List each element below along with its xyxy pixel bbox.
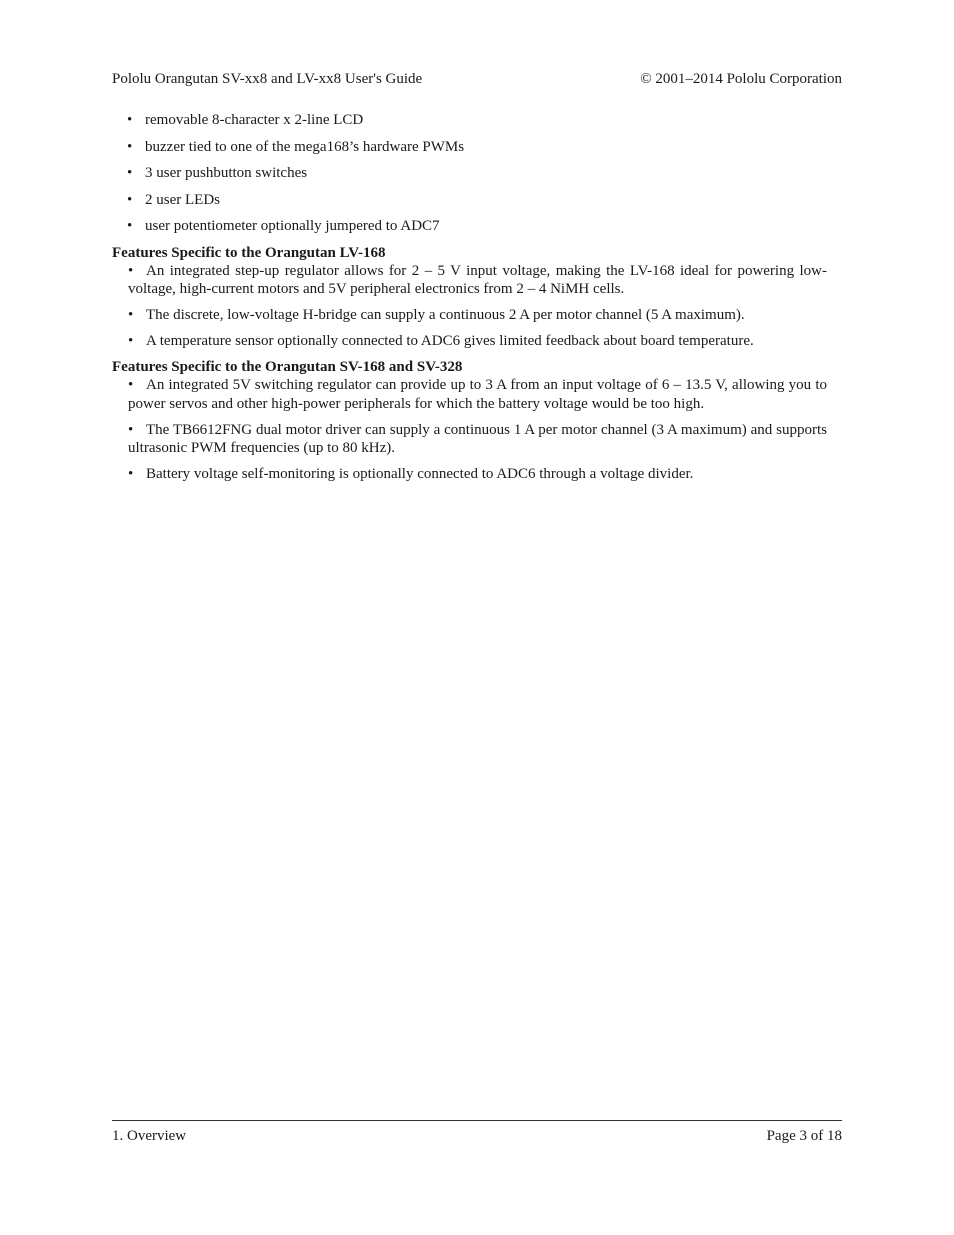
- document-title: Pololu Orangutan SV-xx8 and LV-xx8 User's Guide: [112, 71, 423, 87]
- list-item-text: The TB6612FNG dual motor driver can supply a continuous 1 A per motor channel (3 A maximum) and supports ultrasonic PWM frequencies (up to 80 kHz).: [128, 421, 827, 457]
- list-item: • removable 8-character x 2-line LCD: [112, 111, 827, 129]
- list-item-text: Battery voltage self-monitoring is optionally connected to ADC6 through a voltage divider.: [146, 466, 694, 483]
- list-item: • buzzer tied to one of the mega168’s hardware PWMs: [112, 138, 827, 156]
- bullet-icon: •: [128, 377, 134, 394]
- list-item-text: A temperature sensor optionally connected to ADC6 gives limited feedback about board temperature.: [146, 333, 754, 350]
- bullet-icon: •: [128, 307, 134, 324]
- page-header: [112, 70, 842, 88]
- list-item: • 3 user pushbutton switches: [112, 164, 827, 182]
- list-item: [112, 376, 827, 413]
- list-item: [112, 465, 827, 484]
- general-features-list: [112, 111, 827, 235]
- bullet-icon: •: [128, 421, 134, 438]
- sv-features-list: [112, 376, 827, 484]
- bullet-icon: •: [128, 262, 134, 279]
- page-number: Page 3 of 18: [766, 1128, 842, 1144]
- list-item: • 2 user LEDs: [112, 191, 827, 209]
- bullet-icon: •: [128, 466, 134, 483]
- list-item: [112, 421, 827, 458]
- list-item: [112, 306, 827, 325]
- list-item-text: The discrete, low-voltage H-bridge can supply a continuous 2 A per motor channel (5 A maximum).: [146, 307, 745, 324]
- page-footer: [112, 1120, 842, 1145]
- list-item: [112, 262, 827, 299]
- lv-features-list: [112, 262, 827, 351]
- bullet-icon: •: [128, 333, 134, 350]
- list-item: [112, 332, 827, 351]
- list-item-text: An integrated 5V switching regulator can provide up to 3 A from an input voltage of 6 – 13.5 V, allowing you to power servos and other high-power peripherals for which the battery voltage would be too high.: [128, 377, 827, 412]
- lv-section-heading: Features Specific to the Orangutan LV-168: [112, 244, 386, 261]
- copyright-notice: © 2001–2014 Pololu Corporation: [640, 71, 842, 87]
- page-content: [112, 111, 827, 491]
- footer-section-name: 1. Overview: [112, 1128, 187, 1144]
- sv-section-heading: Features Specific to the Orangutan SV-168 and SV-328: [112, 359, 463, 376]
- list-item-text: An integrated step-up regulator allows for 2 – 5 V input voltage, making the LV-168 ideal for powering low-voltage, high-current motors and 5V peripheral electronics from 2 – 4 NiMH cells.: [128, 262, 827, 298]
- list-item: • user potentiometer optionally jumpered to ADC7: [112, 217, 827, 235]
